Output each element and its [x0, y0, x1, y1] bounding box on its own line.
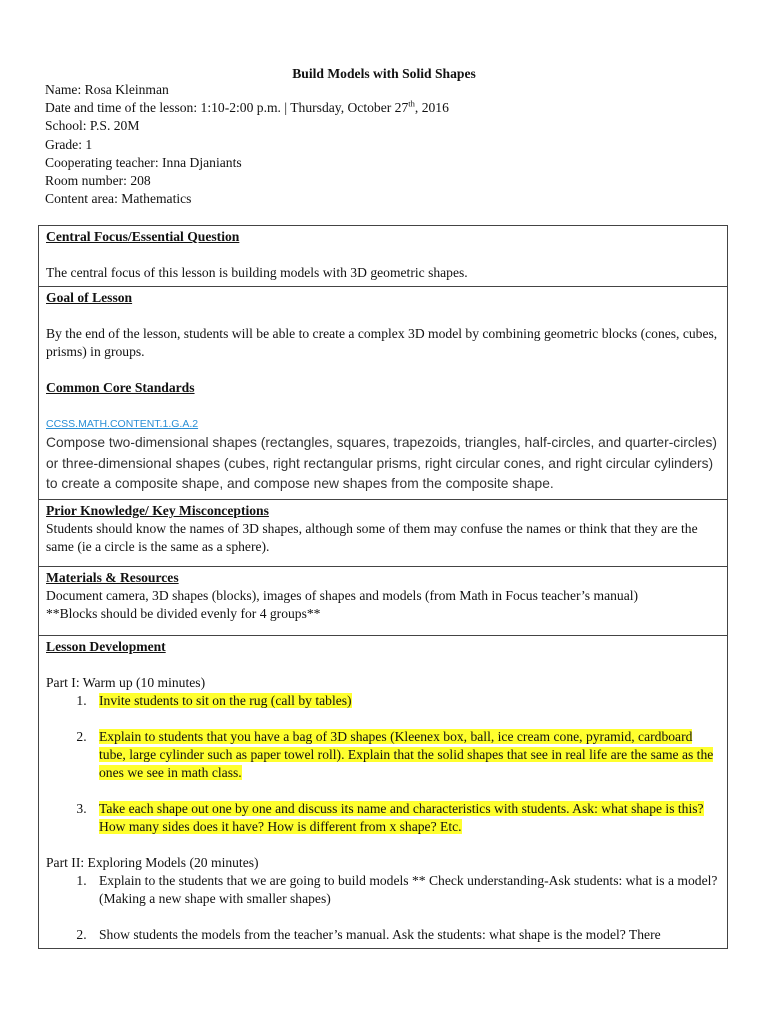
date-text: Date and time of the lesson: 1:10-2:00 p.m. | Thursday, October 27 — [45, 100, 409, 116]
lesson-development-heading: Lesson Development — [46, 638, 166, 654]
list-item — [90, 800, 720, 836]
lesson-plan-table — [38, 225, 728, 949]
part-1-list — [46, 692, 720, 836]
room-number: Room number: 208 — [45, 173, 151, 189]
list-item — [90, 728, 720, 782]
central-focus-heading: Central Focus/Essential Question — [46, 229, 240, 244]
lesson-date-time — [45, 99, 449, 117]
standards-heading: Common Core Standards — [46, 380, 195, 395]
materials-line-1: Document camera, 3D shapes (blocks), images of shapes and models (from Math in Focus teacher’s manual) — [46, 587, 639, 603]
list-item: 2. Show students the models from the teacher’s manual. Ask the students: what shape is the model? There — [90, 926, 720, 944]
prior-knowledge-heading: Prior Knowledge/ Key Misconceptions — [46, 502, 269, 518]
materials-heading: Materials & Resources — [46, 569, 179, 585]
standard-link[interactable]: CCSS.MATH.CONTENT.1.G.A.2 — [46, 418, 199, 430]
part-2-title: Part II: Exploring Models (20 minutes) — [46, 854, 259, 870]
goal-row — [39, 287, 728, 500]
central-focus-cell — [39, 226, 728, 287]
document-title: Build Models with Solid Shapes — [292, 66, 476, 81]
goal-text: By the end of the lesson, students will be able to create a complex 3D model by combining geometric blocks (cones, cubes, prisms) in groups. — [46, 326, 718, 359]
school: School: P.S. 20M — [45, 118, 140, 134]
list-item — [90, 692, 720, 710]
part-2-list — [46, 872, 720, 944]
part-1-title: Part I: Warm up (10 minutes) — [46, 674, 206, 690]
goal-cell — [39, 287, 728, 500]
date-superscript: th — [408, 98, 415, 109]
central-focus-text: The central focus of this lesson is building models with 3D geometric shapes. — [46, 265, 468, 280]
materials-line-2: **Blocks should be divided evenly for 4 groups** — [46, 605, 321, 621]
highlighted-step: Invite students to sit on the rug (call by tables) — [99, 692, 352, 708]
lesson-header — [45, 81, 449, 208]
highlighted-step: Take each shape out one by one and discuss its name and characteristics with students. Ask: what shape is this? How many sides does it have? How is different from x shape? Etc. — [99, 800, 704, 834]
list-item: 1. Explain to the students that we are going to build models ** Check understanding-Ask students: what is a model? (Making a new shape with smaller shapes) — [90, 872, 720, 908]
goal-heading: Goal of Lesson — [46, 290, 133, 305]
grade: Grade: 1 — [45, 136, 93, 152]
materials-cell — [39, 566, 728, 635]
prior-knowledge-text: Students should know the names of 3D shapes, although some of them may confuse the names or think that they are the same (ie a circle is the same as a sphere). — [46, 520, 698, 554]
prior-knowledge-row — [39, 499, 728, 566]
materials-row — [39, 566, 728, 635]
highlighted-step: Explain to students that you have a bag of 3D shapes (Kleenex box, ball, ice cream cone, pyramid, cardboard tube, large cylinder such as paper towel roll). Explain that the solid shapes that see in real life are the same as the ones we see in math class. — [99, 728, 714, 780]
standard-text: Compose two-dimensional shapes (rectangles, squares, trapezoids, triangles, half-circles, and quarter-circles) or three-dimensional shapes (cubes, right rectangular prisms, right circular cones, and right circular cylinders) to create a composite shape, and compose new shapes from the composite shape. — [46, 435, 717, 491]
teacher-name: Name: Rosa Kleinman — [45, 82, 169, 97]
date-year: , 2016 — [414, 100, 449, 116]
prior-knowledge-cell — [39, 499, 728, 566]
lesson-development-row — [39, 635, 728, 948]
lesson-development-cell — [39, 635, 728, 948]
cooperating-teacher: Cooperating teacher: Inna Djaniants — [45, 154, 242, 170]
central-focus-row — [39, 226, 728, 287]
content-area: Content area: Mathematics — [45, 191, 192, 207]
